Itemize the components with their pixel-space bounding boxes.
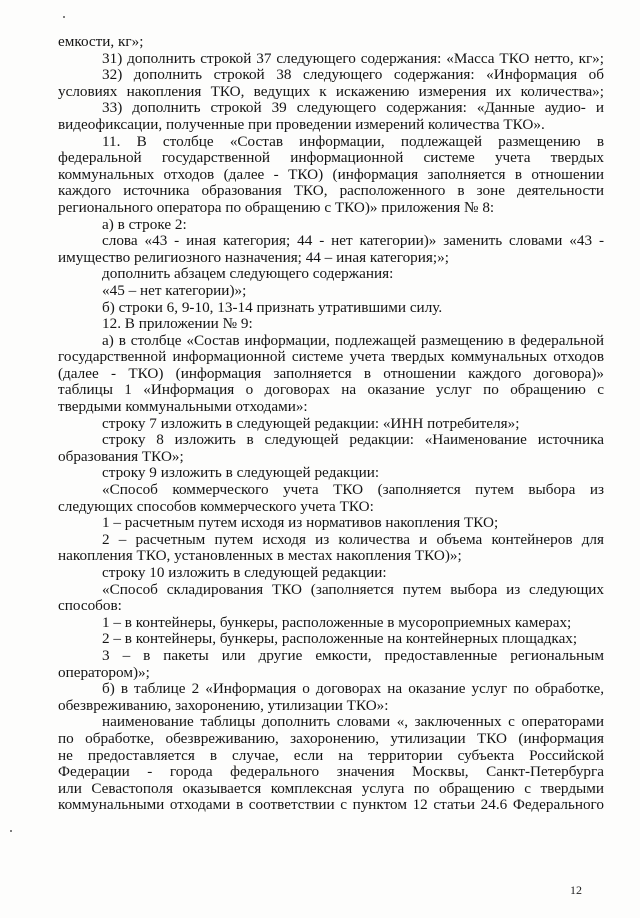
text-line: строку 8 изложить в следующей редакции: «Наименование источника <box>102 432 604 449</box>
text-line: обезвреживанию, захоронению, утилизации ТКО»: <box>58 697 389 714</box>
text-line: «45 – нет категории)»; <box>102 282 247 299</box>
text-line: б) строки 6, 9-10, 13-14 признать утратившими силу. <box>102 299 443 316</box>
text-line: Федерации - города федерального значения Москвы, Санкт-Петербурга <box>58 764 604 781</box>
text-line: 2 – в контейнеры, бункеры, расположенные на контейнерных площадках; <box>102 631 578 648</box>
page-number: 12 <box>570 883 582 897</box>
text-line: федеральной государственной информационной системе учета твердых <box>58 150 604 167</box>
text-line: видеофиксации, полученные при проведении измерений количества ТКО». <box>58 116 545 133</box>
text-line: коммунальными отходами в соответствии с пунктом 12 статьи 24.6 Федерального <box>58 797 604 814</box>
scan-speck <box>63 16 65 18</box>
text-line: 11. В столбце «Состав информации, подлежащей размещению в <box>102 133 604 150</box>
text-line: регионального оператора по обращению с ТКО)» приложения № 8: <box>58 199 495 216</box>
text-line: «Способ коммерческого учета ТКО (заполняется путем выбора из <box>102 482 604 499</box>
text-line: а) в столбце «Состав информации, подлежащей размещению в федеральной <box>102 332 604 349</box>
text-line: государственной информационной системе учета твердых коммунальных отходов <box>58 349 604 366</box>
text-line: 3 – в пакеты или другие емкости, предоставленные региональным <box>102 647 604 664</box>
text-line: условиях накопления ТКО, ведущих к искажению измерения их количества»; <box>58 83 604 100</box>
text-line: емкости, кг»; <box>58 34 144 50</box>
text-line: 32) дополнить строкой 38 следующего содержания: «Информация об <box>102 67 604 84</box>
text-line: 2 – расчетным путем исходя из количества и объема контейнеров для <box>102 531 604 548</box>
text-line: не предоставляется в случае, если на территории субъекта Российской <box>58 747 604 764</box>
text-line: 31) дополнить строкой 37 следующего содержания: «Масса ТКО нетто, кг»; <box>102 50 604 67</box>
text-line: дополнить абзацем следующего содержания: <box>102 266 394 283</box>
text-line: строку 7 изложить в следующей редакции: «ИНН потребителя»; <box>102 415 520 432</box>
text-line: оператором)»; <box>58 664 150 681</box>
text-line: каждого источника образования ТКО, расположенного в зоне деятельности <box>58 183 604 200</box>
text-line: а) в строке 2: <box>102 216 187 233</box>
text-line: накопления ТКО, установленных в местах накопления ТКО)»; <box>58 548 462 565</box>
text-line: «Способ складирования ТКО (заполняется путем выбора из следующих <box>102 581 604 598</box>
text-line: следующих способов коммерческого учета ТКО: <box>58 498 374 515</box>
text-line: слова «43 - иная категория; 44 - нет категории)» заменить словами «43 - <box>102 233 604 250</box>
text-line: 12. В приложении № 9: <box>102 316 253 333</box>
text-line: образования ТКО»; <box>58 448 184 465</box>
text-line: или Севастополя оказывается комплексная услуга по обращению с твердыми <box>58 780 604 797</box>
text-line: коммунальных отходов (далее - ТКО) (информация заполняется в отношении <box>58 166 604 183</box>
text-line: имущество религиозного назначения; 44 – иная категория;»; <box>58 249 449 266</box>
text-line: 33) дополнить строкой 39 следующего содержания: «Данные аудио- и <box>102 100 604 117</box>
text-line: твердыми коммунальными отходами»: <box>58 399 308 416</box>
text-line: 1 – в контейнеры, бункеры, расположенные в мусороприемных камерах; <box>102 614 572 631</box>
text-line: способов: <box>58 598 122 615</box>
text-line: б) в таблице 2 «Информация о договорах на оказание услуг по обработке, <box>102 681 604 698</box>
text-line: (далее - ТКО) (информация заполняется в отношении каждого договора)» <box>58 365 604 382</box>
text-line: таблицы 1 «Информация о договорах на оказание услуг по обращению с <box>58 382 604 399</box>
text-line: 1 – расчетным путем исходя из нормативов накопления ТКО; <box>102 515 499 532</box>
document-body <box>58 34 604 814</box>
text-line: строку 10 изложить в следующей редакции: <box>102 565 387 581</box>
text-line: наименование таблицы дополнить словами «, заключенных с операторами <box>102 714 604 731</box>
scan-speck <box>10 830 12 832</box>
text-line: по обработке, обезвреживанию, захоронению, утилизации ТКО (информация <box>58 730 604 747</box>
text-line: строку 9 изложить в следующей редакции: <box>102 465 380 482</box>
